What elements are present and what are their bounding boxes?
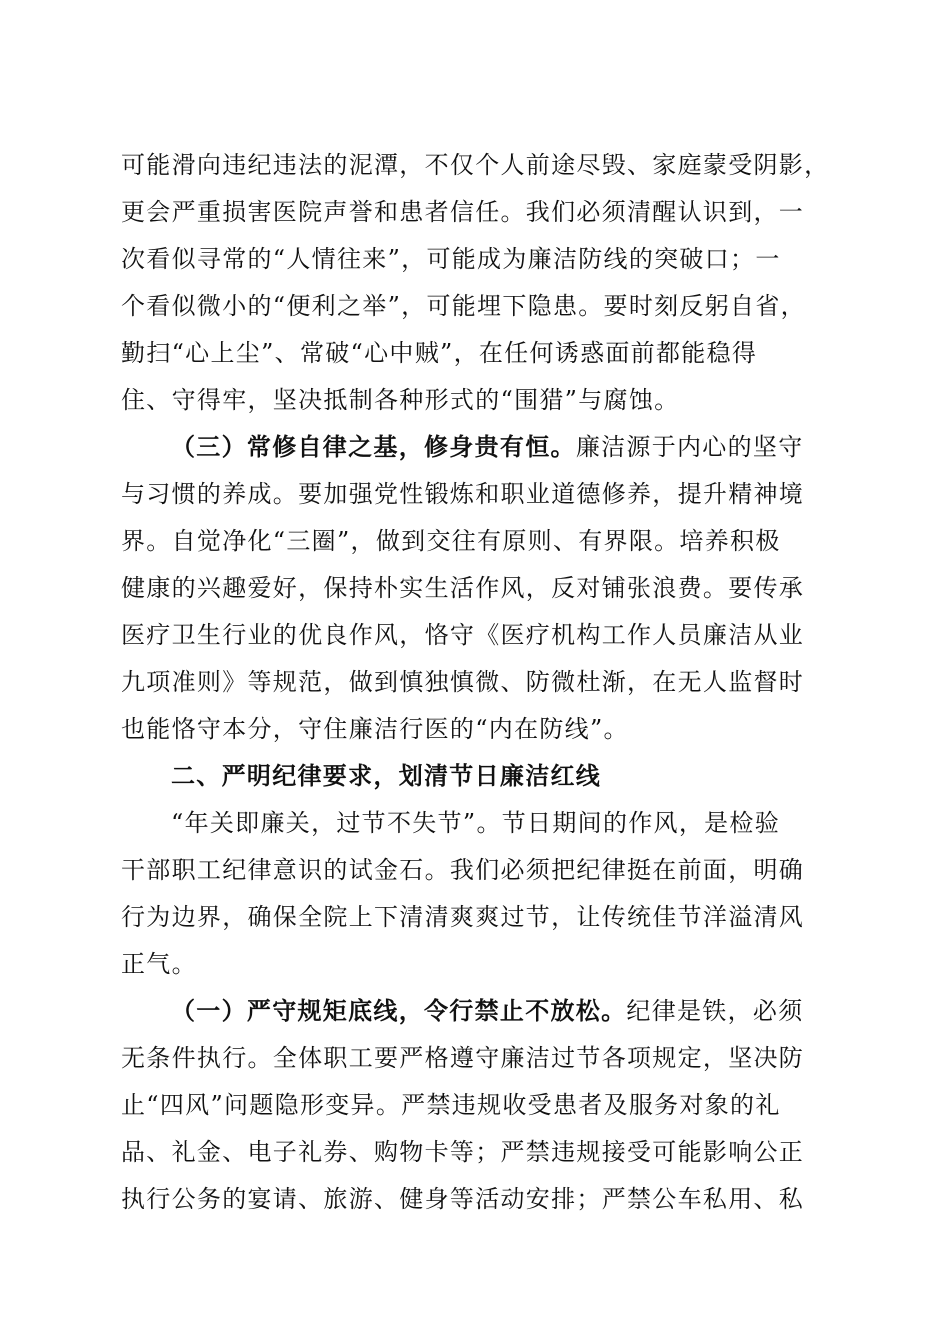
subsection-heading-3: （三）常修自律之基，修身贵有恒。 xyxy=(171,432,576,461)
subsection-heading-1: （一）严守规矩底线，令行禁止不放松。 xyxy=(171,996,627,1025)
body-line: 住、守得牢，坚决抵制各种形式的“围猎”与腐蚀。 xyxy=(121,386,680,414)
body-line: 与习惯的养成。要加强党性锻炼和职业道德修养，提升精神境 xyxy=(121,480,805,508)
body-line: “年关即廉关，过节不失节”。节日期间的作风，是检验 xyxy=(171,809,781,837)
body-line: 正气。 xyxy=(121,950,197,978)
body-line: 无条件执行。全体职工要严格遵守廉洁过节各项规定，坚决防 xyxy=(121,1044,805,1072)
body-line: 界。自觉净化“三圈”，做到交往有原则、有界限。培养积极 xyxy=(121,527,781,555)
body-line: 品、礼金、电子礼券、购物卡等；严禁违规接受可能影响公正 xyxy=(121,1138,805,1166)
body-line: 医疗卫生行业的优良作风，恪守《医疗机构工作人员廉洁从业 xyxy=(121,621,805,649)
body-line: 更会严重损害医院声誉和患者信任。我们必须清醒认识到，一 xyxy=(121,198,805,226)
body-line: 止“四风”问题隐形变异。严禁违规收受患者及服务对象的礼 xyxy=(121,1091,781,1119)
subsection-line xyxy=(171,427,804,467)
body-line: 行为边界，确保全院上下清清爽爽过节，让传统佳节洋溢清风 xyxy=(121,903,805,931)
body-line: 次看似寻常的“人情往来”，可能成为廉洁防线的突破口；一 xyxy=(121,245,781,273)
body-line: 个看似微小的“便利之举”，可能埋下隐患。要时刻反躬自省， xyxy=(121,292,806,320)
body-line: 可能滑向违纪违法的泥潭，不仅个人前途尽毁、家庭蒙受阴影， xyxy=(121,151,830,179)
subsection-line xyxy=(171,991,804,1031)
body-line: 执行公务的宴请、旅游、健身等活动安排；严禁公车私用、私 xyxy=(121,1185,805,1213)
section-heading-2: 二、严明纪律要求，划清节日廉洁红线 xyxy=(171,761,602,790)
body-text: 廉洁源于内心的坚守 xyxy=(575,433,804,461)
body-line: 勤扫“心上尘”、常破“心中贼”，在任何诱惑面前都能稳得 xyxy=(121,339,758,367)
body-line: 健康的兴趣爱好，保持朴实生活作风，反对铺张浪费。要传承 xyxy=(121,574,805,602)
body-line: 九项准则》等规范，做到慎独慎微、防微杜渐，在无人监督时 xyxy=(121,668,805,696)
body-text: 纪律是铁，必须 xyxy=(626,997,804,1025)
body-line: 干部职工纪律意识的试金石。我们必须把纪律挺在前面，明确 xyxy=(121,856,805,884)
body-line: 也能恪守本分，守住廉洁行医的“内在防线”。 xyxy=(121,715,629,743)
